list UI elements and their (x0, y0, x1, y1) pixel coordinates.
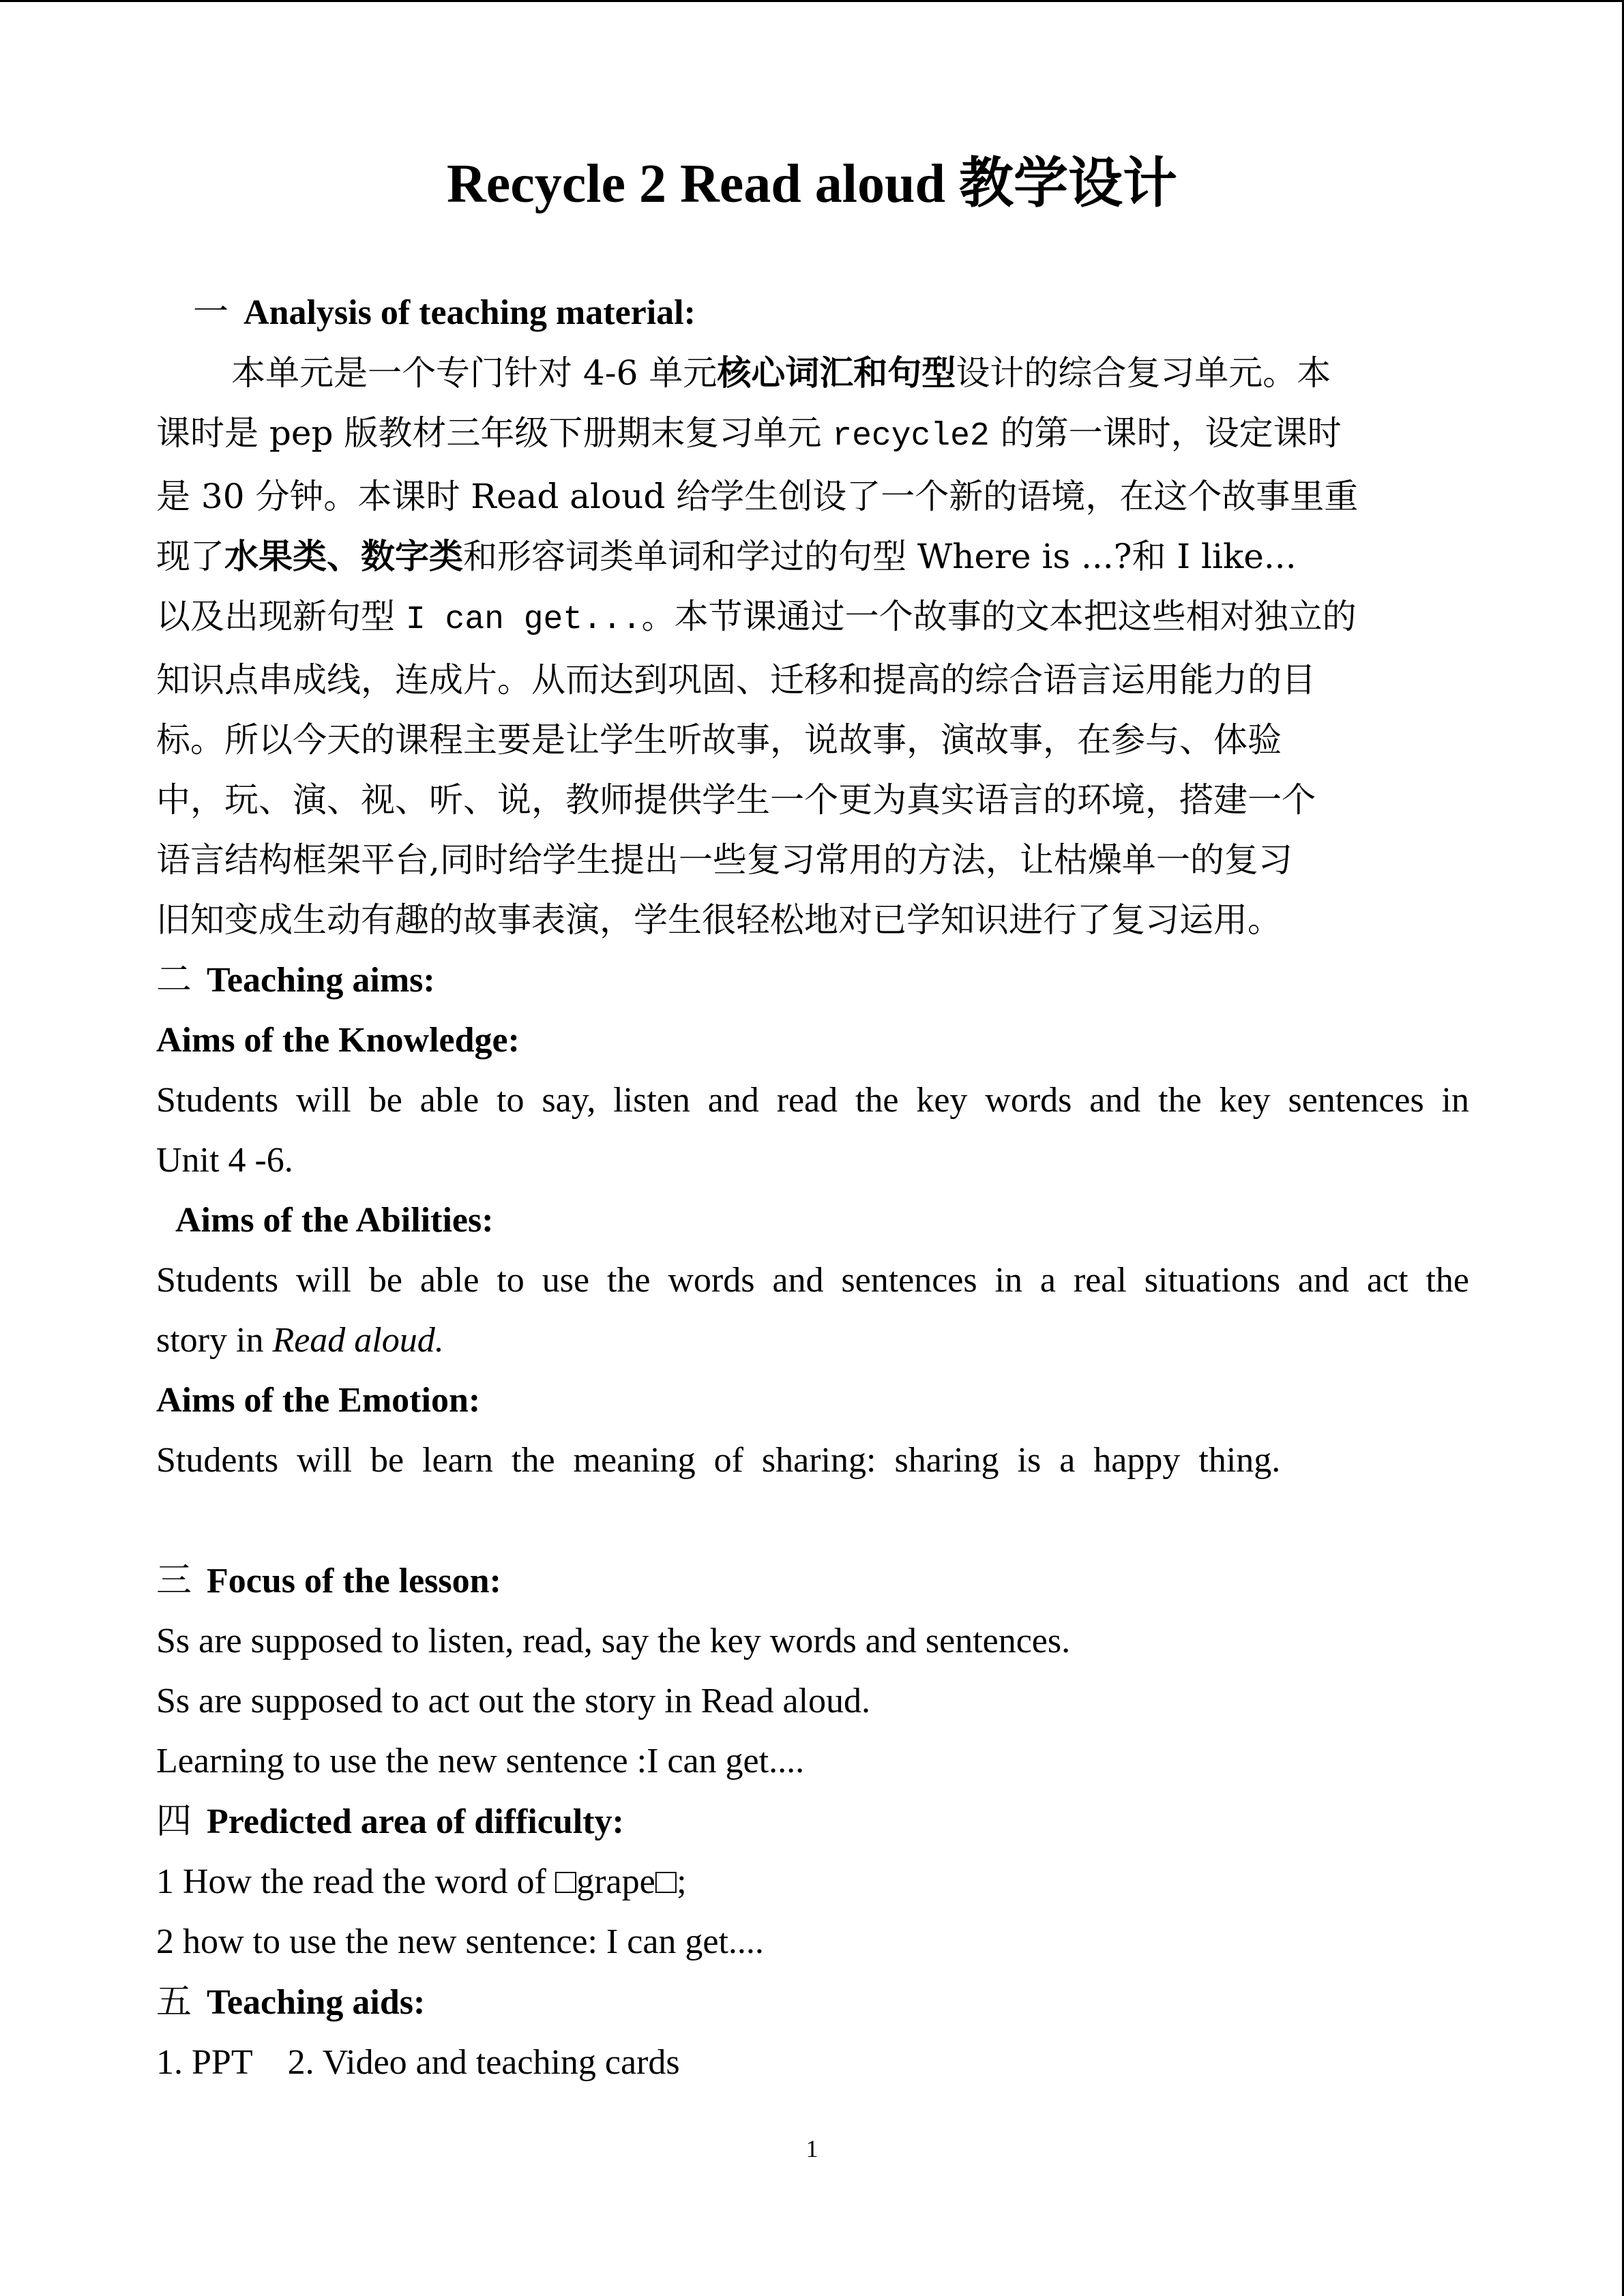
paragraph-line: Students will be able to say, listen and read the key words and the key sentences in (156, 1081, 1469, 1120)
section-number: 五 (156, 1982, 192, 2023)
subheading-knowledge: Aims of the Knowledge: (156, 1021, 520, 1060)
paragraph-line: 1 How the read the word of □grape□; (156, 1862, 687, 1901)
section-heading-aids (156, 1972, 1469, 2033)
section-heading-text: Teaching aims: (207, 961, 435, 1000)
italic-phrase: Read aloud. (272, 1321, 444, 1360)
section-number: 一 (193, 292, 229, 333)
section-number: 二 (156, 959, 192, 1000)
section-analysis (156, 282, 1469, 2093)
document-title: Recycle 2 Read aloud 教学设计 (446, 154, 1177, 214)
paragraph-line: 以及出现新句型 I can get...。本节课通过一个故事的文本把这些相对独立的 (156, 597, 1357, 638)
subheading-emotion: Aims of the Emotion: (156, 1381, 481, 1420)
page-number: 1 (806, 2135, 818, 2162)
section-heading-text: Predicted area of difficulty: (207, 1802, 624, 1841)
bold-phrase: 水果类、数字类 (224, 536, 463, 576)
paragraph-line: 中，玩、演、视、听、说，教师提供学生一个更为真实语言的环境，搭建一个 (156, 780, 1316, 820)
paragraph-line: 本单元是一个专门针对 4-6 单元核心词汇和句型设计的综合复习单元。本 (231, 353, 1331, 393)
section-number: 四 (156, 1801, 192, 1842)
paragraph-line: Students will be learn the meaning of sharing: sharing is a happy thing. (156, 1441, 1281, 1480)
section-heading-text: Teaching aids: (207, 1983, 426, 2022)
blank-line (156, 1491, 1469, 1551)
paragraph-line: story in Read aloud. (156, 1321, 444, 1360)
section-heading-analysis (156, 282, 1469, 343)
paragraph-line: Learning to use the new sentence :I can get.... (156, 1742, 805, 1780)
paragraph-line: 是 30 分钟。本课时 Read aloud 给学生创设了一个新的语境，在这个故事里重 (156, 477, 1359, 516)
section-heading-aims (156, 950, 1469, 1011)
paragraph-line: Ss are supposed to act out the story in Read aloud. (156, 1682, 871, 1720)
section-heading-text: Analysis of teaching material: (243, 293, 696, 332)
section-heading-focus (156, 1551, 1469, 1611)
paragraph-line: 2 how to use the new sentence: I can get.... (156, 1922, 764, 1961)
paragraph-line: 知识点串成线，连成片。从而达到巩固、迁移和提高的综合语言运用能力的目 (156, 660, 1316, 700)
section-heading-text: Focus of the lesson: (207, 1562, 501, 1600)
paragraph-line: Unit 4 -6. (156, 1141, 293, 1180)
subheading-abilities: Aims of the Abilities: (175, 1201, 494, 1240)
paragraph-line: 课时是 pep 版教材三年级下册期末复习单元 recycle2 的第一课时，设定课时 (156, 413, 1342, 455)
paragraph-line: Ss are supposed to listen, read, say the key words and sentences. (156, 1622, 1071, 1660)
paragraph-line: 1. PPT 2. Video and teaching cards (156, 2043, 680, 2082)
paragraph-line: 语言结构框架平台,同时给学生提出一些复习常用的方法，让枯燥单一的复习 (156, 840, 1293, 880)
page-border-top (0, 0, 1624, 2)
paragraph-line: Students will be able to use the words and sentences in a real situations and act the (156, 1261, 1469, 1300)
section-number: 三 (156, 1560, 192, 1601)
paragraph-line: 标。所以今天的课程主要是让学生听故事，说故事，演故事，在参与、体验 (156, 720, 1282, 760)
paragraph-line: 现了水果类、数字类和形容词类单词和学过的句型 Where is ...?和 I like... (156, 536, 1297, 576)
paragraph-line: 旧知变成生动有趣的故事表演，学生很轻松地对已学知识进行了复习运用。 (156, 900, 1282, 940)
section-heading-difficulty (156, 1791, 1469, 1852)
bold-phrase: 核心词汇和句型 (717, 353, 956, 393)
